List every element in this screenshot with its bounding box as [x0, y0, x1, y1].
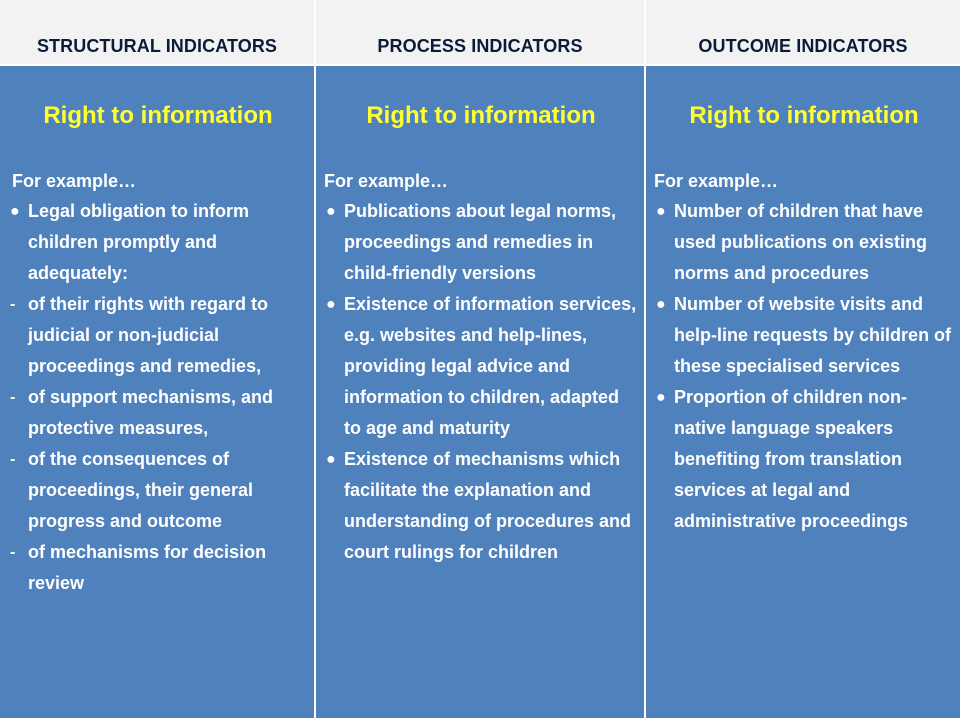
dash-icon: - — [10, 544, 16, 561]
column-intro: For example… — [12, 171, 137, 191]
list-item-text: of mechanisms for decision review — [28, 542, 267, 593]
list-item — [654, 289, 954, 382]
list-item-text: Number of children that have used publications on existing norms and procedures — [674, 201, 928, 283]
list-item — [324, 289, 638, 444]
list-item — [8, 537, 308, 599]
dash-icon: - — [10, 296, 16, 313]
column-title: Right to information — [366, 102, 596, 129]
structural-column — [0, 66, 316, 720]
process-column — [316, 66, 646, 720]
header-outcome — [646, 0, 960, 66]
bullet-icon: ● — [656, 296, 666, 313]
header-label: STRUCTURAL INDICATORS — [36, 36, 278, 56]
header-label: OUTCOME INDICATORS — [698, 36, 908, 56]
dash-icon: - — [10, 451, 16, 468]
list-item-text: Legal obligation to inform children promptly and adequately: — [28, 201, 249, 283]
list-item-text: Existence of mechanisms which facilitate the explanation and understanding of procedures and court rulings for children — [344, 449, 632, 562]
bullet-icon: ● — [10, 203, 20, 220]
column-intro: For example… — [654, 171, 779, 191]
indicator-list — [324, 196, 638, 568]
list-item — [654, 196, 954, 289]
column-intro: For example… — [324, 171, 449, 191]
list-item — [654, 382, 954, 537]
list-item-text: Number of website visits and help-line requests by children of these specialised services — [674, 294, 952, 376]
bullet-icon: ● — [326, 451, 336, 468]
list-item — [8, 444, 308, 537]
list-item — [324, 444, 638, 568]
bullet-icon: ● — [656, 389, 666, 406]
list-item-text: of support mechanisms, and protective measures, — [28, 387, 274, 438]
list-item-text: Proportion of children non-native language speakers benefiting from translation services at legal and administrative proceedings — [674, 387, 909, 531]
column-title: Right to information — [43, 102, 273, 129]
bullet-icon: ● — [656, 203, 666, 220]
list-item — [8, 196, 308, 289]
list-item-text: Existence of information services, e.g. websites and help-lines, providing legal advice and information to children, adapted to age and maturity — [344, 294, 637, 438]
column-title: Right to information — [689, 102, 919, 129]
indicator-list — [654, 196, 954, 537]
header-process — [316, 0, 646, 66]
bullet-icon: ● — [326, 296, 336, 313]
bullet-icon: ● — [326, 203, 336, 220]
indicator-list — [8, 196, 308, 599]
list-item-text: Publications about legal norms, proceedings and remedies in child-friendly versions — [344, 201, 617, 283]
list-item — [8, 289, 308, 382]
list-item — [324, 196, 638, 289]
list-item-text: of their rights with regard to judicial or non-judicial proceedings and remedies, — [28, 294, 269, 376]
outcome-column — [646, 66, 960, 720]
header-label: PROCESS INDICATORS — [377, 36, 583, 56]
dash-icon: - — [10, 389, 16, 406]
header-structural — [0, 0, 316, 66]
list-item-text: of the consequences of proceedings, their general progress and outcome — [28, 449, 254, 531]
list-item — [8, 382, 308, 444]
